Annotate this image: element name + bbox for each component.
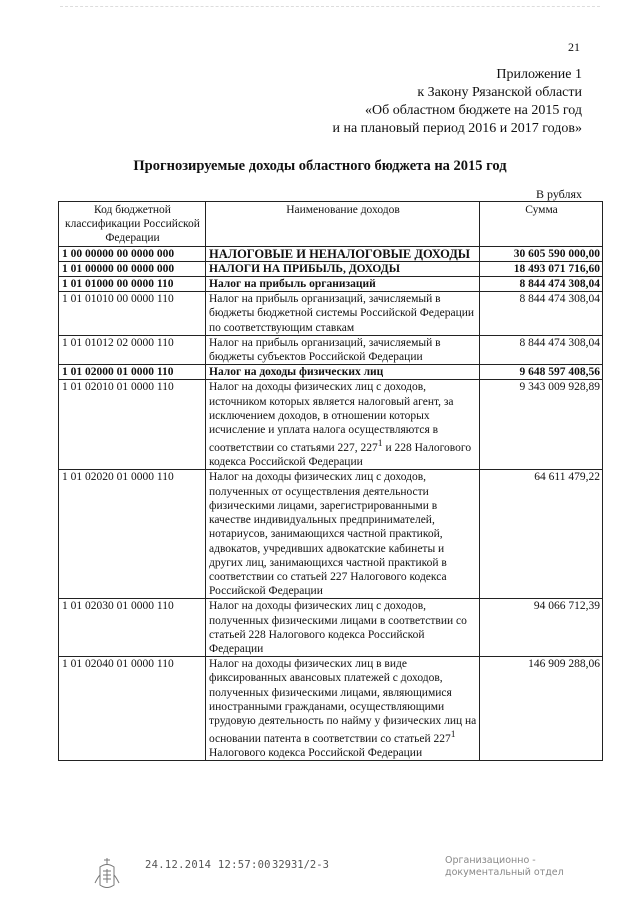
cell-code: 1 01 02030 01 0000 110 bbox=[59, 599, 206, 657]
cell-code: 1 01 02040 01 0000 110 bbox=[59, 657, 206, 761]
footer-dept-line-2: документальный отдел bbox=[445, 867, 564, 878]
table-row bbox=[59, 470, 603, 599]
cell-sum: 8 844 474 308,04 bbox=[480, 277, 603, 292]
footer-reg-number: 32931/2-3 bbox=[272, 859, 329, 871]
table-row bbox=[59, 246, 603, 261]
cell-sum: 146 909 288,06 bbox=[480, 657, 603, 761]
cell-name: НАЛОГИ НА ПРИБЫЛЬ, ДОХОДЫ bbox=[206, 261, 480, 276]
appendix-line-2: к Закону Рязанской области bbox=[417, 85, 582, 100]
table-row bbox=[59, 380, 603, 470]
cell-name-text: Налог на доходы физических лиц с доходов, источником которых является налоговый агент, за исключением доходов, в отношении которых исчисление и уплата налога осуществляются в соответствии со статьями 227, 227 bbox=[209, 381, 454, 455]
cell-sum: 64 611 479,22 bbox=[480, 470, 603, 599]
footer-dept-line-1: Организационно - bbox=[445, 855, 536, 866]
cell-name: Налог на прибыль организаций, зачисляемый в бюджеты бюджетной системы Российской Федерации по соответствующим ставкам bbox=[206, 292, 480, 336]
cell-name-text-end: и 228 Налогового кодекса Российской Федерации bbox=[209, 442, 472, 469]
table-row bbox=[59, 261, 603, 276]
document-title: Прогнозируемые доходы областного бюджета на 2015 год bbox=[133, 158, 507, 174]
cell-sum: 8 844 474 308,04 bbox=[480, 335, 603, 364]
appendix-header bbox=[332, 66, 582, 138]
table-row bbox=[59, 292, 603, 336]
table-row bbox=[59, 277, 603, 292]
appendix-line-3: «Об областном бюджете на 2015 год bbox=[365, 103, 582, 118]
cell-name bbox=[206, 657, 480, 761]
cell-name-text: Налог на доходы физических лиц в виде фиксированных авансовых платежей с доходов, полученных физическими лицами, являющимися иностранными гражданами, осуществляющими трудовую деятельность по найму у физических лиц на основании патента в соответствии со статьей 227 bbox=[209, 658, 477, 745]
cell-name: Налог на доходы физических лиц с доходов, полученных от осуществления деятельности физическими лицами, зарегистрированными в качестве индивидуальных предпринимателей, нотариусов, занимающихся частной практикой, адвокатов, учредивших адвокатские кабинеты и других лиц, занимающихся частной практикой в соответствии со статьей 227 Налогового кодекса Российской Федерации bbox=[206, 470, 480, 599]
cell-code: 1 01 01010 00 0000 110 bbox=[59, 292, 206, 336]
table-header-row bbox=[59, 202, 603, 247]
cell-code: 1 00 00000 00 0000 000 bbox=[59, 246, 206, 261]
header-name: Наименование доходов bbox=[206, 202, 480, 247]
cell-code: 1 01 00000 00 0000 000 bbox=[59, 261, 206, 276]
cell-code: 1 01 02000 01 0000 110 bbox=[59, 365, 206, 380]
cell-code: 1 01 01012 02 0000 110 bbox=[59, 335, 206, 364]
cell-code: 1 01 02010 01 0000 110 bbox=[59, 380, 206, 470]
cell-name bbox=[206, 380, 480, 470]
scan-artifact-line bbox=[60, 6, 600, 10]
cell-name: Налог на прибыль организаций bbox=[206, 277, 480, 292]
cell-sum: 18 493 071 716,60 bbox=[480, 261, 603, 276]
cell-name: НАЛОГОВЫЕ И НЕНАЛОГОВЫЕ ДОХОДЫ bbox=[206, 246, 480, 261]
cell-code: 1 01 01000 00 0000 110 bbox=[59, 277, 206, 292]
cell-name: Налог на доходы физических лиц bbox=[206, 365, 480, 380]
cell-name-text-end: Налогового кодекса Российской Федерации bbox=[209, 747, 423, 760]
table-row bbox=[59, 335, 603, 364]
header-code: Код бюджетной классификации Российской Федерации bbox=[59, 202, 206, 247]
superscript-mark: 1 bbox=[377, 438, 383, 450]
cell-code: 1 01 02020 01 0000 110 bbox=[59, 470, 206, 599]
cell-name: Налог на прибыль организаций, зачисляемый в бюджеты субъектов Российской Федерации bbox=[206, 335, 480, 364]
document-footer bbox=[0, 855, 640, 895]
cell-name: Налог на доходы физических лиц с доходов, полученных физическими лицами в соответствии со статьей 228 Налогового кодекса Российской Федерации bbox=[206, 599, 480, 657]
cell-sum: 8 844 474 308,04 bbox=[480, 292, 603, 336]
revenue-table bbox=[58, 201, 603, 761]
header-sum: Сумма bbox=[480, 202, 603, 247]
cell-sum: 30 605 590 000,00 bbox=[480, 246, 603, 261]
table-row bbox=[59, 599, 603, 657]
footer-department-stamp bbox=[445, 855, 564, 879]
cell-sum: 94 066 712,39 bbox=[480, 599, 603, 657]
table-row bbox=[59, 365, 603, 380]
coat-of-arms-icon bbox=[92, 855, 122, 891]
cell-sum: 9 343 009 928,89 bbox=[480, 380, 603, 470]
unit-label: В рублях bbox=[535, 187, 582, 201]
page-number: 21 bbox=[568, 40, 580, 54]
appendix-line-4: и на плановый период 2016 и 2017 годов» bbox=[332, 121, 582, 136]
footer-timestamp: 24.12.2014 12:57:00 bbox=[145, 859, 271, 871]
table-row bbox=[59, 657, 603, 761]
appendix-line-1: Приложение 1 bbox=[496, 67, 582, 82]
superscript-mark: 1 bbox=[450, 729, 456, 741]
cell-sum: 9 648 597 408,56 bbox=[480, 365, 603, 380]
